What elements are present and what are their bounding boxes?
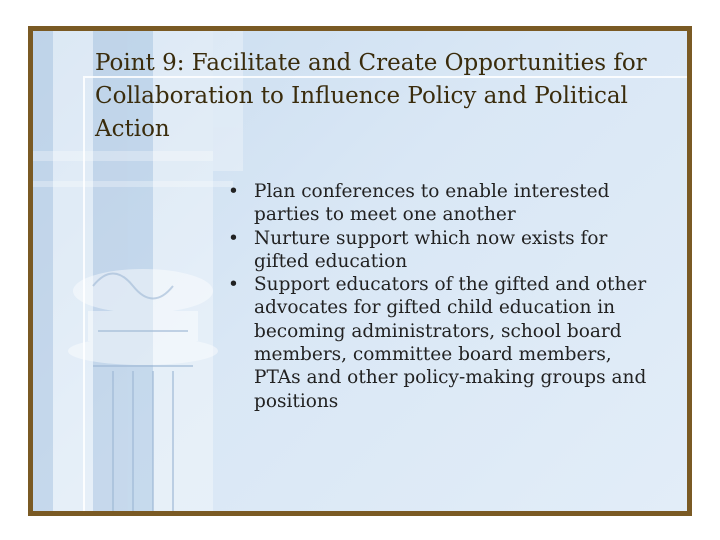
bullet-dot-icon: • — [228, 274, 239, 296]
bullet-item — [228, 180, 664, 227]
bullet-item — [228, 227, 664, 274]
bullet-dot-icon: • — [228, 181, 239, 202]
bullet-dot-icon: • — [228, 227, 239, 249]
bullet-text: Nurture support which now exists for gifted education — [254, 227, 608, 272]
bullet-text: Plan conferences to enable interested parties to meet one another — [254, 181, 610, 226]
slide-title: Point 9: Facilitate and Create Opportunities for Collaboration to Influence Policy and Political Action — [95, 50, 647, 142]
bullet-text: Support educators of the gifted and other advocates for gifted child education in becoming administrators, school board members, committee board members, PTAs and other policy-making groups and positions — [254, 274, 647, 412]
bullet-list — [228, 180, 664, 413]
bullet-item — [228, 273, 664, 413]
